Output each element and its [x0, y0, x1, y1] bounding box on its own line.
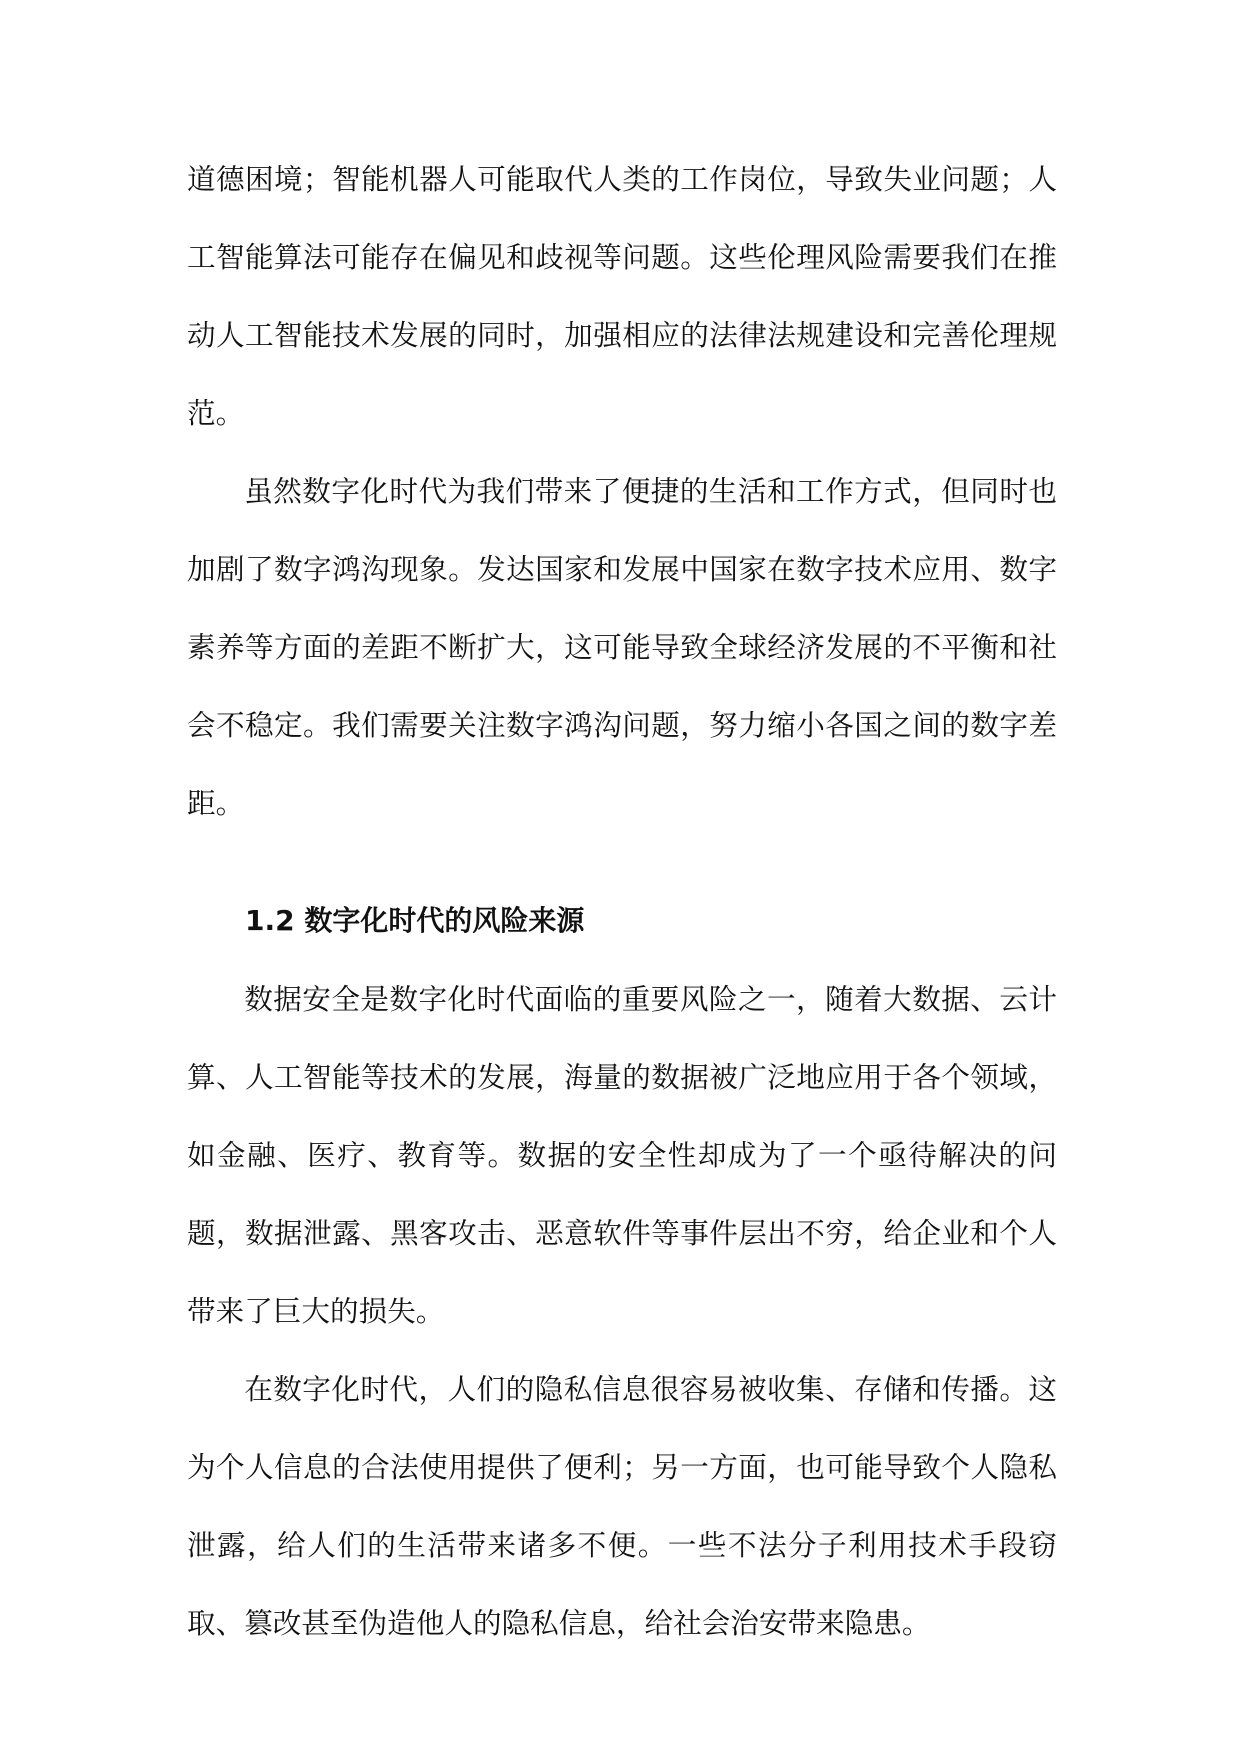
paragraph-data-security: 数据安全是数字化时代面临的重要风险之一，随着大数据、云计算、人工智能等技术的发展，海量的数据被广泛地应用于各个领域，如金融、医疗、教育等。数据的安全性却成为了一个亟待解决的问题，数据泄露、黑客攻击、恶意软件等事件层出不穷，给企业和个人带来了巨大的损失。: [187, 982, 1057, 1328]
section-heading: 1.2 数字化时代的风险来源: [245, 904, 585, 937]
document-body: [187, 140, 1057, 1662]
paragraph-continued-ethics: 道德困境；智能机器人可能取代人类的工作岗位，导致失业问题；人工智能算法可能存在偏见和歧视等问题。这些伦理风险需要我们在推动人工智能技术发展的同时，加强相应的法律法规建设和完善伦理规范。: [187, 162, 1057, 430]
paragraph-digital-divide: 虽然数字化时代为我们带来了便捷的生活和工作方式，但同时也加剧了数字鸿沟现象。发达国家和发展中国家在数字技术应用、数字素养等方面的差距不断扩大，这可能导致全球经济发展的不平衡和社会不稳定。我们需要关注数字鸿沟问题，努力缩小各国之间的数字差距。: [187, 474, 1057, 820]
paragraph-privacy: 在数字化时代，人们的隐私信息很容易被收集、存储和传播。这为个人信息的合法使用提供了便利；另一方面，也可能导致个人隐私泄露，给人们的生活带来诸多不便。一些不法分子利用技术手段窃取、篡改甚至伪造他人的隐私信息，给社会治安带来隐患。: [187, 1372, 1057, 1640]
